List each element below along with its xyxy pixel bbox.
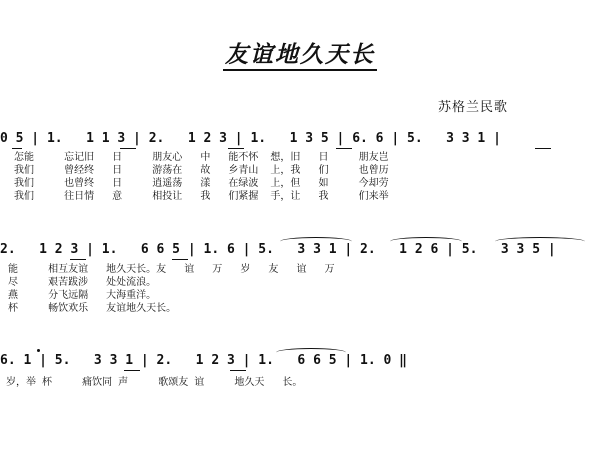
lyric-line-2-verse-3: 燕 分飞远隔 大海重洋。	[8, 290, 157, 301]
slur-mark	[495, 237, 585, 246]
eighth-underline	[120, 148, 136, 149]
lyric-line-3-verse-1: 岁，举 杯 痛饮同 声 歌颂友 谊 地久天 长。	[6, 377, 303, 388]
eighth-underline	[70, 259, 86, 260]
lyric-line-1-verse-2: 我们 曾经终 日 游荡在 故 乡青山 上，我 们 也曾历	[14, 165, 389, 176]
slur-mark	[390, 237, 462, 246]
eighth-underline	[336, 148, 352, 149]
lyric-line-1-verse-1: 怎能 忘记旧 日 朋友心 中 能不怀 想，旧 日 朋友岂	[14, 152, 389, 163]
notes-line-2: 2. 1 2 3 | 1. 6 6 5 | 1. 6 | 5. 3 3 1 | 2. 1 2 6 | 5. 3 3 5 |	[0, 242, 556, 257]
lyric-line-1-verse-3: 我们 也曾终 日 逍遥荡 漾 在绿波 上，但 如 今却劳	[14, 178, 389, 189]
eighth-underline	[12, 148, 22, 149]
eighth-underline	[124, 370, 140, 371]
lyric-line-1-verse-4: 我们 往日情 意 相投让 我 们紧握 手，让 我 们来举	[14, 191, 389, 202]
song-title: 友谊地久天长	[0, 36, 600, 69]
lyric-line-2-verse-4: 杯 畅饮欢乐 友谊地久天长。	[8, 303, 177, 314]
lyric-line-2-verse-1: 能 相互友谊 地久天长。友 谊 万 岁 友 谊 万	[8, 264, 335, 275]
eighth-underline	[230, 370, 246, 371]
lyric-line-2-verse-2: 尽 艰苦跋涉 处处流浪。	[8, 277, 157, 288]
eighth-underline	[228, 148, 244, 149]
eighth-underline	[535, 148, 551, 149]
slur-mark	[280, 237, 352, 246]
eighth-underline	[172, 259, 188, 260]
notes-line-1: 0 5 | 1. 1 1 3 | 2. 1 2 3 | 1. 1 3 5 | 6. 6 | 5. 3 3 1 |	[0, 131, 501, 146]
octave-dot	[37, 349, 40, 352]
slur-mark	[276, 348, 346, 357]
composer-credit: 苏格兰民歌	[438, 100, 509, 115]
notes-line-3: 6. 1 | 5. 3 3 1 | 2. 1 2 3 | 1. 6 6 5 | 1. 0 ‖	[0, 353, 407, 368]
